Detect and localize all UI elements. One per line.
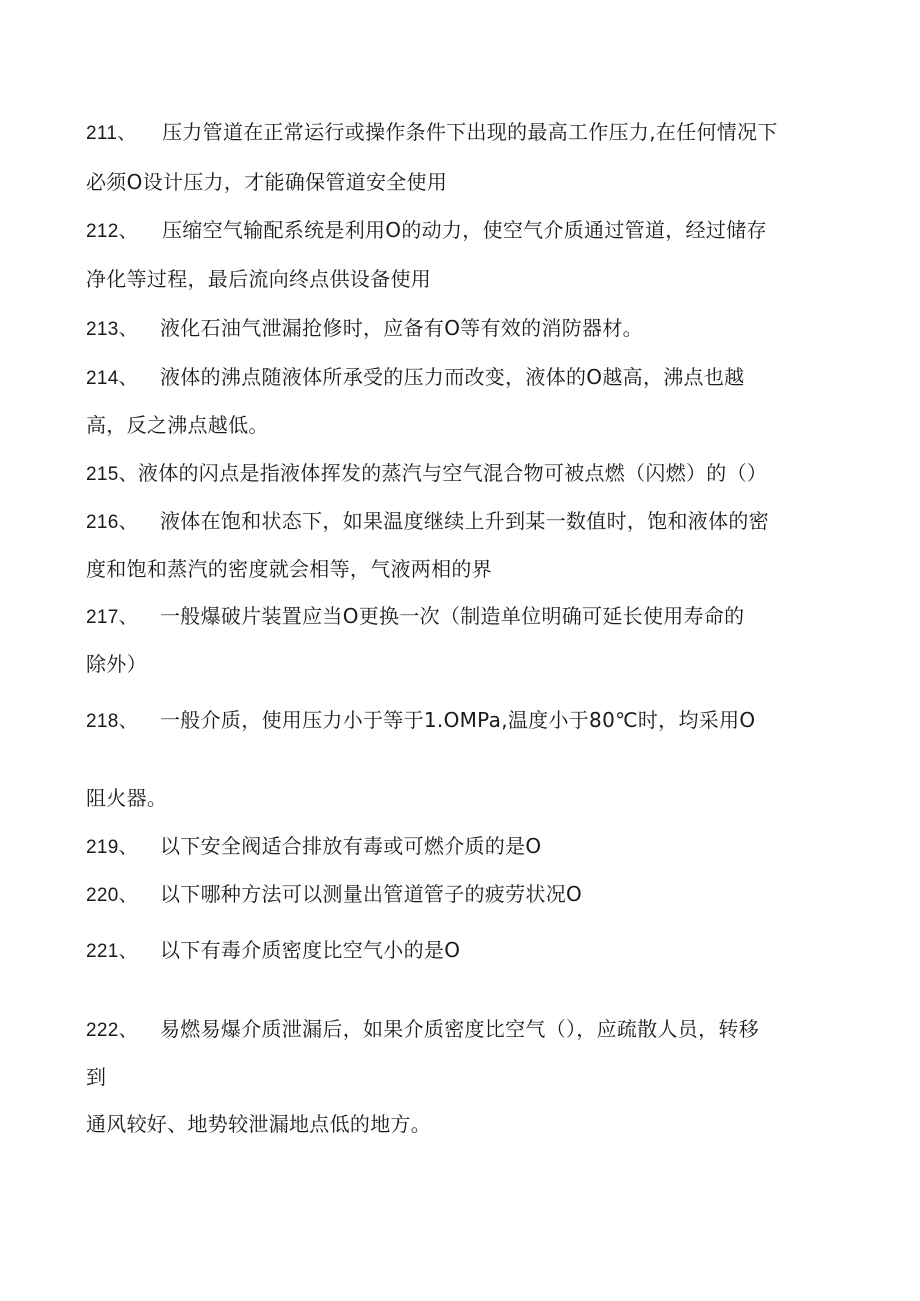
question-text: 必须O设计压力，才能确保管道安全使用 [86, 170, 448, 194]
question-213-line-1 [86, 314, 643, 344]
question-text: 液体的闪点是指液体挥发的蒸汽与空气混合物可被点燃（闪燃）的（） [137, 461, 768, 485]
question-220-line-1 [86, 880, 582, 910]
question-219-line-1 [86, 832, 541, 862]
question-text: 液化石油气泄漏抢修时，应备有O等有效的消防器材。 [160, 316, 643, 340]
question-text: 压缩空气输配系统是利用O的动力，使空气介质通过管道，经过储存 [162, 218, 767, 242]
question-text: 阻火器。 [86, 786, 168, 810]
question-text: 压力管道在正常运行或操作条件下出现的最高工作压力,在任何情况下 [162, 120, 778, 144]
question-number: 218、 [86, 711, 138, 732]
question-number: 213、 [86, 319, 138, 340]
question-text: 易燃易爆介质泄漏后，如果介质密度比空气（），应疏散人员，转移 [160, 1017, 759, 1041]
question-text: 一般介质，使用压力小于等于1.OMPa,温度小于80℃时，均采用O [160, 708, 756, 732]
question-text: 一般爆破片装置应当O更换一次（制造单位明确可延长使用寿命的 [160, 604, 745, 628]
question-text: 度和饱和蒸汽的密度就会相等，气液两相的界 [86, 557, 492, 581]
question-number: 219、 [86, 837, 138, 858]
question-number: 211、 [86, 123, 137, 144]
question-222-line-1 [86, 1015, 759, 1045]
question-217-line-2 [86, 650, 147, 678]
question-214-line-1 [86, 363, 744, 393]
question-212-line-2 [86, 265, 431, 293]
question-215-line-1 [86, 459, 767, 489]
question-text: 高，反之沸点越低。 [86, 413, 269, 437]
question-text: 除外） [86, 652, 147, 676]
question-number: 217、 [86, 607, 138, 628]
question-text: 以下哪种方法可以测量出管道管子的疲劳状况O [160, 882, 583, 906]
question-number: 214、 [86, 368, 138, 389]
question-218-line-2 [86, 784, 167, 812]
question-text: 液体在饱和状态下，如果温度继续上升到某一数值时，饱和液体的密 [160, 509, 769, 533]
question-221-line-1 [86, 936, 460, 966]
question-218-line-1 [86, 706, 755, 736]
question-211-line-2 [86, 168, 447, 196]
question-text: 液体的沸点随液体所承受的压力而改变，液体的O越高，沸点也越 [160, 365, 745, 389]
question-214-line-2 [86, 411, 269, 439]
question-212-line-1 [86, 216, 767, 246]
question-text: 通风较好、地势较泄漏地点低的地方。 [86, 1112, 432, 1136]
question-number: 220、 [86, 885, 138, 906]
question-text: 以下安全阀适合排放有毒或可燃介质的是O [160, 834, 542, 858]
question-222-line-3 [86, 1110, 431, 1138]
question-number: 212、 [86, 221, 138, 242]
question-216-line-1 [86, 507, 769, 537]
question-number: 222、 [86, 1020, 138, 1041]
question-text: 净化等过程，最后流向终点供设备使用 [86, 267, 432, 291]
question-number: 215、 [86, 464, 138, 485]
question-number: 221、 [86, 941, 138, 962]
question-number: 216、 [86, 512, 138, 533]
question-217-line-1 [86, 602, 744, 632]
question-216-line-2 [86, 555, 492, 583]
question-211-line-1 [86, 118, 778, 148]
question-text: 到 [86, 1065, 107, 1089]
question-text: 以下有毒介质密度比空气小的是O [160, 938, 461, 962]
question-222-line-2 [86, 1063, 106, 1091]
